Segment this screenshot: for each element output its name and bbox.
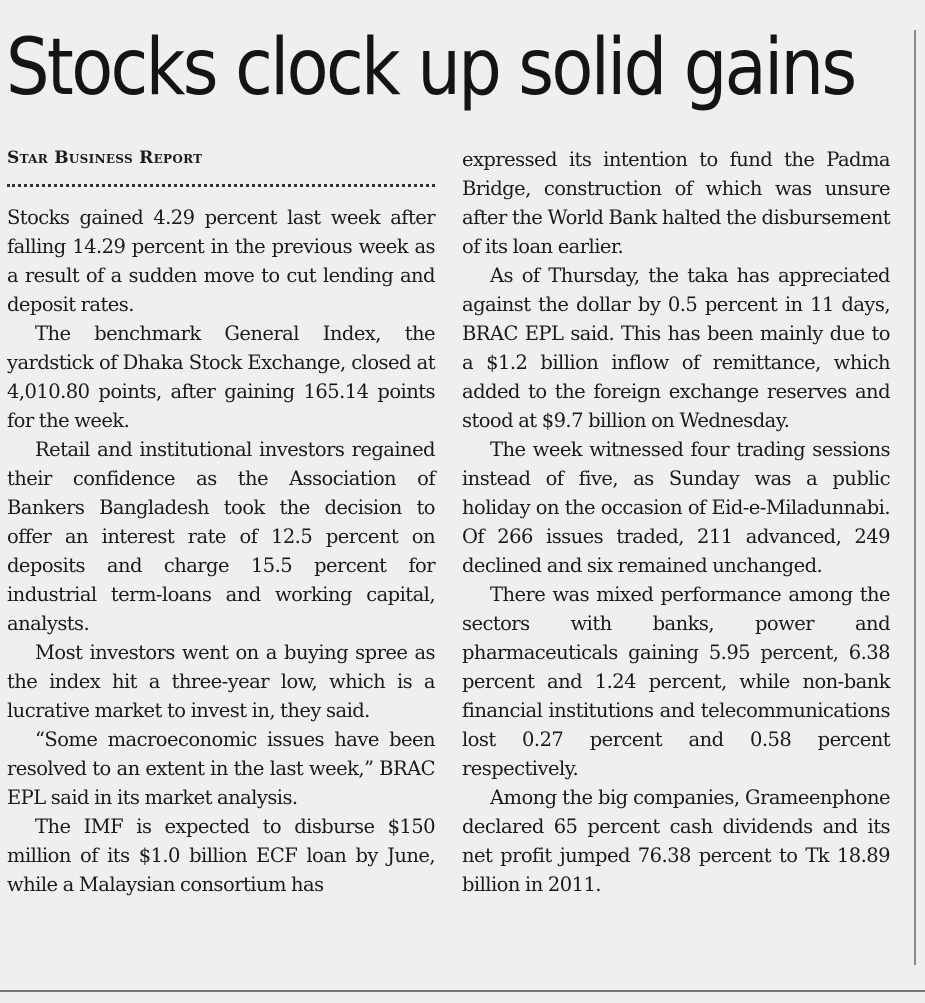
paragraph: Stocks gained 4.29 percent last week after falling 14.29 percent in the previous week as a result of a sudden move to cut lending and deposit rates. — [7, 206, 435, 316]
paragraph: Retail and institutional investors regained their confidence as the Association of Bankers Bangladesh took the decision to offer an interest rate of 12.5 percent on deposits and charge 15.5 percent for industrial term-loans and working capital, analysts. — [7, 438, 435, 635]
paragraph: Among the big companies, Grameenphone declared 65 percent cash dividends and its net profit jumped 76.38 percent to Tk 18.89 billion in 2011. — [462, 786, 890, 896]
paragraph: expressed its intention to fund the Padma Bridge, construction of which was unsure after the World Bank halted the disbursement of its loan earlier. — [462, 148, 890, 258]
bottom-rule — [0, 990, 925, 992]
paragraph: There was mixed performance among the sectors with banks, power and pharmaceuticals gaining 5.95 percent, 6.38 percent and 1.24 percent, while non-bank financial institutions and telecommunications lost 0.27 percent and 0.58 percent respectively. — [462, 583, 890, 780]
headline: Stocks clock up solid gains — [6, 23, 855, 113]
byline: Star Business Report — [7, 148, 203, 168]
byline-divider — [7, 184, 435, 187]
article-column-left — [7, 203, 435, 899]
paragraph: The benchmark General Index, the yardstick of Dhaka Stock Exchange, closed at 4,010.80 points, after gaining 165.14 points for the week. — [7, 322, 435, 432]
paragraph: The week witnessed four trading sessions instead of five, as Sunday was a public holiday on the occasion of Eid-e-Miladunnabi. Of 266 issues traded, 211 advanced, 249 declined and six remained unchanged. — [462, 438, 890, 577]
paragraph: As of Thursday, the taka has appreciated against the dollar by 0.5 percent in 11 days, BRAC EPL said. This has been mainly due to a $1.2 billion inflow of remittance, which added to the foreign exchange reserves and stood at $9.7 billion on Wednesday. — [462, 264, 890, 432]
paragraph: “Some macroeconomic issues have been resolved to an extent in the last week,” BRAC EPL said in its market analysis. — [7, 728, 435, 809]
paragraph: The IMF is expected to disburse $150 million of its $1.0 billion ECF loan by June, while a Malaysian consortium has — [7, 815, 435, 896]
article-column-right — [462, 145, 890, 899]
paragraph: Most investors went on a buying spree as the index hit a three-year low, which is a lucrative market to invest in, they said. — [7, 641, 435, 722]
column-rule — [914, 30, 916, 965]
